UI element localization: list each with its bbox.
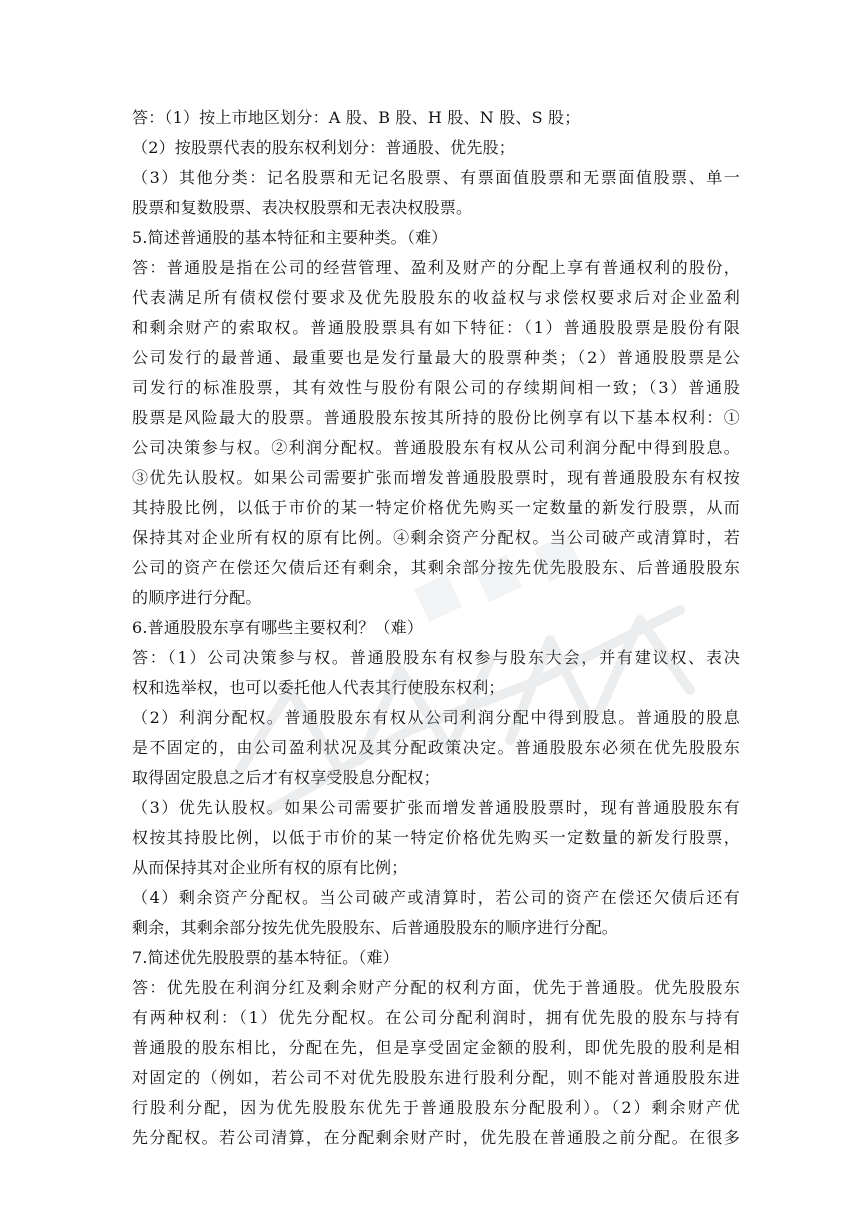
text-line: 答：（1）公司决策参与权。普通股股东有权参与股东大会，并有建议权、表决 — [132, 648, 740, 667]
text-line: 对固定的（例如，若公司不对优先股股东进行股利分配，则不能对普通股股东进 — [132, 1068, 740, 1087]
text-line: 其持股比例，以低于市价的某一特定价格优先购买一定数量的新发行股票，从而 — [132, 498, 740, 517]
text-line: 股票和复数股票、表决权股票和无表决权股票。 — [132, 198, 473, 217]
text-line: 剩余，其剩余部分按先优先股股东、后普通股股东的顺序进行分配。 — [132, 918, 619, 937]
text-line: 代表满足所有债权偿付要求及优先股股东的收益权与求偿权要求后对企业盈利 — [132, 288, 740, 307]
text-line: 从而保持其对企业所有权的原有比例； — [132, 858, 408, 877]
text-line: （3）其他分类：记名股票和无记名股票、有票面值股票和无票面值股票、单一 — [132, 168, 740, 187]
text-line: 6.普通股股东享有哪些主要权利？（难） — [132, 618, 424, 637]
text-line: 取得固定股息之后才有权享受股息分配权； — [132, 768, 440, 787]
text-line: 公司的资产在偿还欠债后还有剩余，其剩余部分按先优先股股东、后普通股股东 — [132, 558, 740, 577]
text-line: 权按其持股比例，以低于市价的某一特定价格优先购买一定数量的新发行股票， — [132, 828, 740, 847]
text-line: 有两种权利：（1）优先分配权。在公司分配利润时，拥有优先股的股东与持有 — [132, 1008, 740, 1027]
text-line: 是不固定的，由公司盈利状况及其分配政策决定。普通股股东必须在优先股股东 — [132, 738, 740, 757]
text-line: 股票是风险最大的股票。普通股股东按其所持的股份比例享有以下基本权利：① — [132, 408, 740, 427]
text-line: （4）剩余资产分配权。当公司破产或清算时，若公司的资产在偿还欠债后还有 — [132, 888, 740, 907]
text-line: 答：普通股是指在公司的经营管理、盈利及财产的分配上享有普通权利的股份， — [132, 258, 740, 277]
text-line: ③优先认股权。如果公司需要扩张而增发普通股股票时，现有普通股股东有权按 — [132, 468, 740, 487]
text-line: 和剩余财产的索取权。普通股股票具有如下特征：（1）普通股股票是股份有限 — [132, 318, 740, 337]
text-line: （3）优先认股权。如果公司需要扩张而增发普通股股票时，现有普通股股东有 — [132, 798, 740, 817]
text-line: 公司决策参与权。②利润分配权。普通股股东有权从公司利润分配中得到股息。 — [132, 438, 740, 457]
text-line: 权和选举权，也可以委托他人代表其行使股东权利； — [132, 678, 505, 697]
text-line: （2）利润分配权。普通股股东有权从公司利润分配中得到股息。普通股的股息 — [132, 708, 740, 727]
text-line: 答：优先股在利润分红及剩余财产分配的权利方面，优先于普通股。优先股股东 — [132, 978, 740, 997]
text-line: 司发行的标准股票，其有效性与股份有限公司的存续期间相一致；（3）普通股 — [132, 378, 740, 397]
text-line: 7.简述优先股股票的基本特征。（难） — [132, 948, 399, 967]
text-line: 答：（1）按上市地区划分：A 股、B 股、H 股、N 股、S 股； — [132, 108, 581, 127]
text-line: 的顺序进行分配。 — [132, 588, 262, 607]
text-line: 行股利分配，因为优先股股东优先于普通股股东分配股利）。（2）剩余财产优 — [132, 1098, 740, 1117]
document-body — [132, 103, 740, 1153]
text-line: （2）按股票代表的股东权利划分：普通股、优先股； — [132, 138, 515, 157]
text-line: 保持其对企业所有权的原有比例。④剩余资产分配权。当公司破产或清算时，若 — [132, 528, 740, 547]
text-line: 普通股的股东相比，分配在先，但是享受固定金额的股利，即优先股的股利是相 — [132, 1038, 740, 1057]
text-line: 公司发行的最普通、最重要也是发行量最大的股票种类；（2）普通股股票是公 — [132, 348, 740, 367]
text-line: 先分配权。若公司清算，在分配剩余财产时，优先股在普通股之前分配。在很多 — [132, 1128, 740, 1147]
text-line: 5.简述普通股的基本特征和主要种类。（难） — [132, 228, 448, 247]
